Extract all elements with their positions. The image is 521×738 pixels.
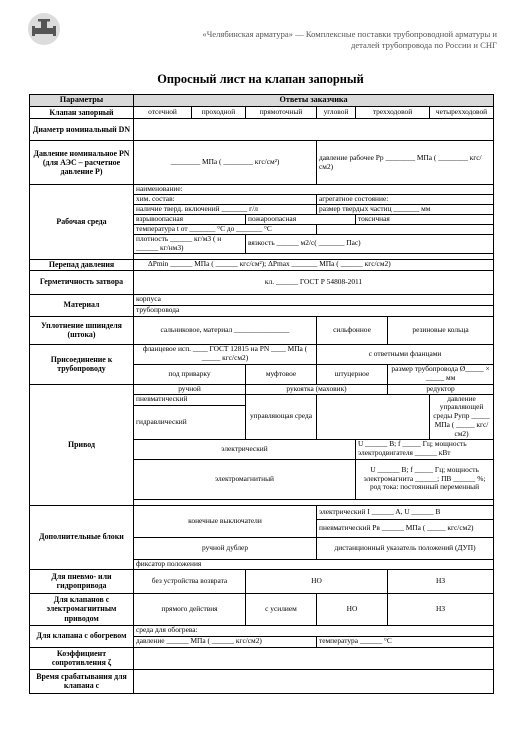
medium-density-field[interactable]: плотность ______ кг/м3 ( н ______ кг/нм3): [134, 235, 246, 254]
extra-fixator-option[interactable]: фиксатор положения: [134, 559, 494, 569]
tightness-field[interactable]: кл. ______ ГОСТ Р 54808-2011: [134, 270, 494, 294]
connection-pipe-size-field[interactable]: размер трубопровода Ø_____ × _____ мм: [388, 364, 494, 384]
dp-label: Перепад давления: [30, 259, 134, 270]
drive-hydraulic-option[interactable]: гидравлический: [134, 405, 246, 439]
em-label: Для клапанов с электромагнитным приводом: [30, 593, 134, 625]
em-no-option[interactable]: НО: [317, 593, 388, 625]
valve-type-fourway[interactable]: четырехходовой: [430, 107, 494, 119]
material-label: Материал: [30, 294, 134, 316]
pneumo-no-return-option[interactable]: без устройства возврата: [134, 569, 246, 593]
header-answers: Ответы заказчика: [134, 95, 494, 107]
valve-type-angle[interactable]: угловой: [317, 107, 356, 119]
medium-explosive-option[interactable]: взрывоопасная: [134, 215, 246, 225]
heat-medium-field[interactable]: среда для обогрева:: [134, 625, 494, 636]
extra-limit-switches[interactable]: конечные выключатели: [134, 505, 317, 537]
extra-manual-backup-option[interactable]: ручной дублер: [134, 537, 317, 559]
medium-aggregate-field[interactable]: агрегатное состояние:: [317, 195, 494, 205]
em-force-option[interactable]: с усилием: [246, 593, 317, 625]
medium-label: Рабочая среда: [30, 185, 134, 260]
connection-counter-flange-option[interactable]: с ответными фланцами: [317, 344, 494, 364]
dn-answer-field[interactable]: [134, 119, 494, 141]
heat-pressure-field[interactable]: давление ______ МПа ( ______ кгс/см2): [134, 636, 317, 647]
pn-working-field[interactable]: давление рабочее Рр ________ МПа ( ________ кгс/см2): [317, 141, 494, 185]
connection-weld-option[interactable]: под приварку: [134, 364, 246, 384]
drive-electric-option[interactable]: электрический: [134, 439, 356, 459]
extra-remote-indicator-option[interactable]: дистанционный указатель положений (ДУП): [317, 537, 494, 559]
drive-electromagnetic-option[interactable]: электромагнитный: [134, 459, 356, 499]
valve-type-threeway[interactable]: трехходовой: [356, 107, 430, 119]
company-tagline: [170, 29, 497, 51]
medium-temp-field[interactable]: температура t от _______ °С до _______ °С: [134, 225, 317, 235]
connection-flange-field[interactable]: фланцевое исп. ____ ГОСТ 12815 на PN ____ МПа ( _____ кгс/см2): [134, 344, 317, 364]
pn-label: Давление номинальное PN (для АЭС – расчетное давление P): [30, 141, 134, 185]
valve-type-cutoff[interactable]: отсечной: [134, 107, 192, 119]
company-line-1: «Челябинская арматура» — Комплексные поставки трубопроводной арматуры и: [202, 29, 497, 39]
heat-label: Для клапана с обогревом: [30, 625, 134, 647]
drive-label: Привод: [30, 384, 134, 505]
pneumo-no-option[interactable]: НО: [246, 569, 388, 593]
response-time-field[interactable]: [134, 669, 494, 693]
resistance-label: Коэффициент сопротивления ζ: [30, 647, 134, 669]
company-logo: [27, 12, 61, 46]
medium-name-field[interactable]: наименование:: [134, 185, 494, 195]
pneumo-label: Для пневмо- или гидропривода: [30, 569, 134, 593]
drive-control-medium-field[interactable]: управляющая среда: [246, 394, 317, 439]
seal-bellows-option[interactable]: сильфонное: [317, 316, 388, 344]
drive-electric-spec-field[interactable]: U ______ В; f _____ Гц; мощность электродвигателя ______ кВт: [356, 439, 494, 459]
seal-label: Уплотнение шпинделя (штока): [30, 316, 134, 344]
heat-temp-field[interactable]: температура ______ °С: [317, 636, 494, 647]
drive-manual-option[interactable]: ручной: [134, 384, 246, 394]
valve-label: Клапан запорный: [30, 107, 134, 119]
medium-chem-field[interactable]: хим. состав:: [134, 195, 317, 205]
tightness-label: Герметичность затвора: [30, 270, 134, 294]
pn-nominal-field[interactable]: ________ МПа ( ________ кгс/см²): [134, 141, 317, 185]
dn-label: Диаметр номинальный DN: [30, 119, 134, 141]
extra-electric-limit-field[interactable]: электрический I ______ A, U ______ В: [317, 505, 494, 519]
em-direct-option[interactable]: прямого действия: [134, 593, 246, 625]
drive-em-spec-field[interactable]: U ______ В; f _____ Гц; мощность электромагнита ______; ПВ ______ %; род тока: постоянный переменный: [356, 459, 494, 499]
medium-solids-field[interactable]: наличие тверд. включений _______ г/л: [134, 205, 317, 215]
drive-reducer-option[interactable]: редуктор: [388, 384, 494, 394]
header-params: Параметры: [30, 95, 134, 107]
extra-pneumatic-limit-field[interactable]: пневматический Рв ______ МПа ( _____ кгс/см2): [317, 519, 494, 537]
drive-handle-option[interactable]: рукоятка (маховик): [246, 384, 388, 394]
connection-coupling-option[interactable]: муфтовое: [246, 364, 317, 384]
extra-label: Дополнительные блоки: [30, 505, 134, 569]
page-title: Опросный лист на клапан запорный: [157, 72, 364, 86]
seal-rings-option[interactable]: резиновые кольца: [388, 316, 494, 344]
dp-field[interactable]: ΔPmin ______ МПа ( ______ кгс/см²); ΔPmax _______ МПа ( ______ кгс/см2): [134, 259, 494, 270]
medium-fire-option[interactable]: пожароопасная: [246, 215, 356, 225]
pneumo-nc-option[interactable]: НЗ: [388, 569, 494, 593]
drive-pneumatic-option[interactable]: пневматический: [134, 394, 246, 405]
questionnaire-table: [29, 94, 493, 700]
em-nc-option[interactable]: НЗ: [388, 593, 494, 625]
response-time-label: Время срабатывания для клапана с: [30, 669, 134, 693]
connection-label: Присоединение к трубопроводу: [30, 344, 134, 384]
valve-type-direct[interactable]: прямоточный: [246, 107, 317, 119]
connection-nipple-option[interactable]: штуцерное: [317, 364, 388, 384]
seal-gland-option[interactable]: сальниковое, материал _______________: [134, 316, 317, 344]
material-pipe-field[interactable]: трубопровода: [134, 305, 494, 316]
medium-toxic-option[interactable]: токсичная: [356, 215, 494, 225]
company-line-2: деталей трубопровода по России и СНГ: [350, 40, 497, 50]
medium-viscosity-field[interactable]: вязкость ______ м2/с( _______ Пас): [246, 235, 494, 254]
material-body-field[interactable]: корпуса: [134, 294, 494, 305]
medium-particle-field[interactable]: размер твердых частиц _______ мм: [317, 205, 494, 215]
resistance-field[interactable]: [134, 647, 494, 669]
drive-control-pressure-field[interactable]: давление управляющей среды Рупр _____ МПа ( _____ кгс/см2): [430, 394, 494, 439]
valve-type-straight[interactable]: проходной: [192, 107, 246, 119]
